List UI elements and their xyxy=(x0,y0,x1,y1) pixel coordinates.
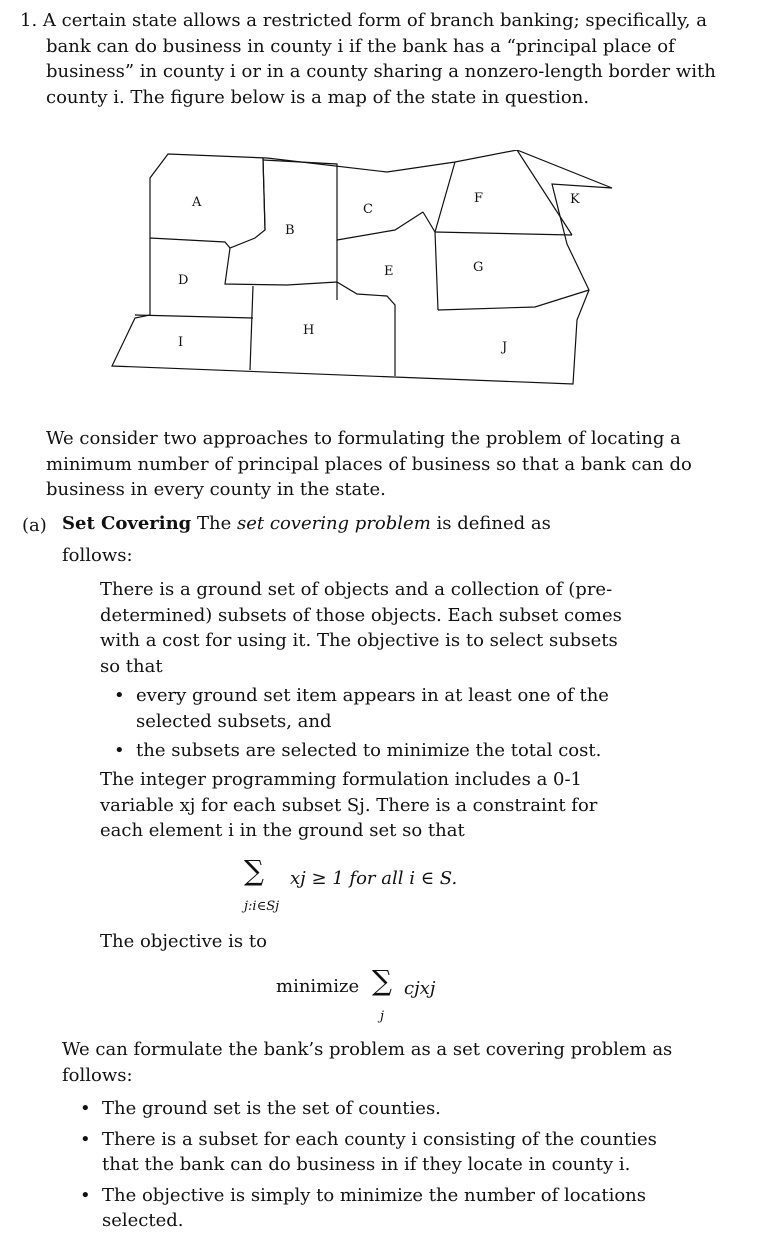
objective-sum-symbol: ∑ xyxy=(372,964,392,997)
definition-bullets xyxy=(114,683,634,768)
county-label-f: F xyxy=(474,191,484,206)
definition-bullet-1: every ground set item appears in at least one of the selected subsets, and xyxy=(136,685,609,732)
part-a-title: Set Covering xyxy=(62,513,192,534)
list-item: • The objective is simply to minimize the number of locations selected. xyxy=(80,1184,647,1231)
ip-formulation-text: The integer programming formulation includes a 0-1 variable xj for each subset Sj. There is a constraint for each element i in the ground set so that xyxy=(100,769,598,841)
set-cover-definition: There is a ground set of objects and a collection of (pre-determined) subsets of those objects. Each subset comes with a cost for using it. The objective is to select subsets so that xyxy=(100,579,622,677)
part-a-intro xyxy=(62,511,562,537)
part-a-term: set covering problem xyxy=(237,513,431,534)
list-item: • the subsets are selected to minimize the total cost. xyxy=(114,740,602,761)
county-label-c: C xyxy=(363,202,373,217)
list-item: • The ground set is the set of counties. xyxy=(80,1098,441,1119)
problem-intro: A certain state allows a restricted form of branch banking; specifically, a bank can do business in county i if the bank has a “principal place of business” in county i or in a county sharing a nonzero-length border with county i. The figure below is a map of the state in question. xyxy=(42,10,716,108)
list-item: • There is a subset for each county i consisting of the counties that the bank can do business in if they locate in county i. xyxy=(80,1128,657,1175)
formulation-bullet-3: The objective is simply to minimize the number of locations selected. xyxy=(102,1184,647,1231)
definition-bullet-2: the subsets are selected to minimize the total cost. xyxy=(136,740,602,761)
part-a-intro-before: The xyxy=(197,513,232,534)
state-map-svg xyxy=(105,150,625,390)
part-a-label: (a) xyxy=(22,515,47,536)
objective-word: minimize xyxy=(276,976,360,997)
formulation-bullet-2: There is a subset for each county i consisting of the counties that the bank can do business in if they locate in county i. xyxy=(102,1128,657,1175)
formulation-text: We can formulate the bank’s problem as a set covering problem as follows: xyxy=(62,1039,673,1086)
county-label-i: I xyxy=(178,335,184,350)
county-label-d: D xyxy=(178,273,189,288)
objective-text: The objective is to xyxy=(100,931,267,952)
approach-paragraph: We consider two approaches to formulating the problem of locating a minimum number of principal places of business so that a bank can do business in every county in the state. xyxy=(46,428,692,500)
objective-subscript: j xyxy=(380,1009,385,1024)
county-label-g: G xyxy=(473,260,484,275)
constraint-sum-symbol: ∑ xyxy=(244,854,264,887)
county-label-h: H xyxy=(303,323,315,338)
county-label-j: J xyxy=(502,340,508,355)
objective-body: cjxj xyxy=(404,978,436,999)
problem-number: 1. xyxy=(20,10,38,31)
county-label-e: E xyxy=(384,264,394,279)
county-label-a: A xyxy=(192,195,202,210)
state-map xyxy=(105,150,625,390)
formulation-bullets xyxy=(80,1096,680,1239)
constraint-subscript: j:i∈Sj xyxy=(244,899,280,914)
list-item: • every ground set item appears in at least one of the selected subsets, and xyxy=(114,685,609,732)
part-a-intro-cont: follows: xyxy=(62,545,133,566)
county-label-b: B xyxy=(285,223,295,238)
county-label-k: K xyxy=(570,192,580,207)
problem-statement xyxy=(20,8,726,110)
formulation-bullet-1: The ground set is the set of counties. xyxy=(102,1098,441,1119)
constraint-body: xj ≥ 1 for all i ∈ S. xyxy=(290,868,458,889)
part-a-intro-after: is defined as xyxy=(436,513,551,534)
